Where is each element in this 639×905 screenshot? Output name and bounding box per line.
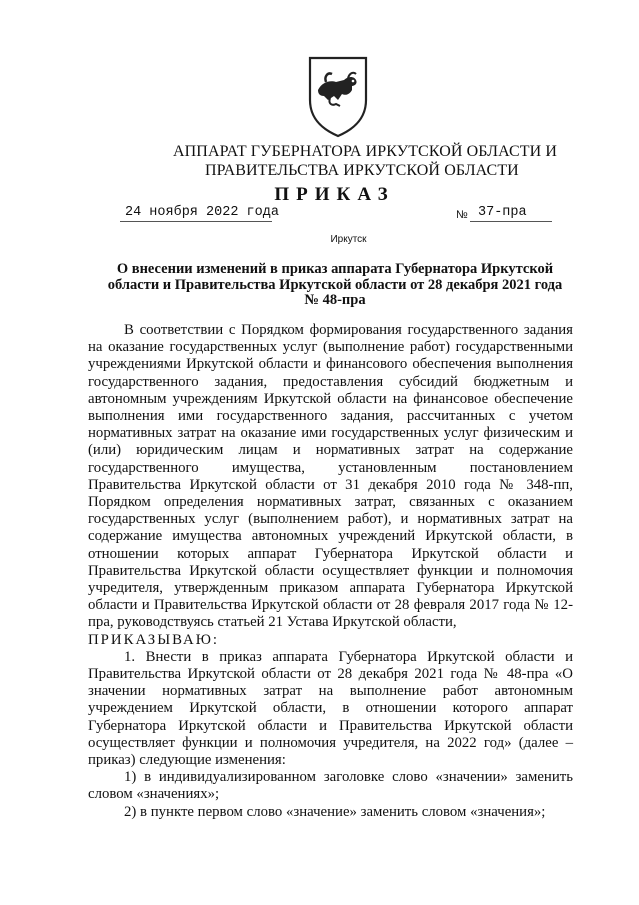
order-number: 37-пра	[478, 205, 527, 220]
order-subject	[95, 262, 575, 309]
document-title: ПРИКАЗ	[274, 184, 395, 205]
item-1: 1. Внести в приказ аппарата Губернатора Иркутской области и Правительства Иркутской области от 28 декабря 2021 года № 48-пра «О значении нормативных затрат на выполнение работ автономным учреждением Иркутской области, в отношении которого аппарат Губернатора Иркутской области и Правительства Иркутской области осуществляет функции и полномочия учредителя, на 2022 год» (далее – приказ) следующие изменения:	[88, 648, 573, 769]
order-word: ПРИКАЗЫВАЮ:	[88, 631, 220, 648]
subject-line-1: О внесении изменений в приказ аппарата Губернатора Иркутской	[116, 261, 554, 277]
number-sign: №	[456, 209, 468, 221]
item-1-2: 2) в пункте первом слово «значение» заменить словом «значения»;	[124, 803, 546, 820]
intro-paragraph: В соответствии с Порядком формирования государственного задания на оказание государственных услуг (выполнение работ) государственными учреждениями Иркутской области и финансового обеспечения выполнения государственного задания, предоставления субсидий бюджетным и автономным учреждениям Иркутской области на финансовое обеспечение выполнения ими государственного задания, рассчитанных с учетом нормативных затрат на оказание ими государственных услуг физическим и (или) юридическим лицам и нормативных затрат на содержание государственного имущества, установленным постановлением Правительства Иркутской области от 31 декабря 2010 года № 348-пп, Порядком определения нормативных затрат, связанных с оказанием государственных услуг (выполнением работ), и нормативных затрат на содержание имущества автономных учреждений Иркутской области, в отношении которых аппарат Губернатора Иркутской области и Правительства Иркутской области осуществляет функции и полномочия учредителя, утвержденным приказом аппарата Губернатора Иркутской области и Правительства Иркутской области от 28 февраля 2017 года № 12-пра, руководствуясь статьей 21 Устава Иркутской области,	[88, 322, 573, 631]
date-number-row	[0, 205, 639, 227]
subject-line-3: № 48-пра	[304, 292, 366, 308]
order-body	[88, 322, 573, 821]
org-line-1: АППАРАТ ГУБЕРНАТОРА ИРКУТСКОЙ ОБЛАСТИ И	[173, 143, 558, 160]
date-underline	[120, 221, 272, 222]
order-date: 24 ноября 2022 года	[125, 205, 279, 220]
coat-of-arms-icon	[304, 54, 372, 138]
number-underline	[470, 221, 552, 222]
item-1-1: 1) в индивидуализированном заголовке слово «значении» заменить словом «значениях»;	[88, 769, 573, 803]
city-name: Иркутск	[330, 234, 367, 245]
org-line-2: ПРАВИТЕЛЬСТВА ИРКУТСКОЙ ОБЛАСТИ	[205, 162, 519, 179]
subject-line-2: области и Правительства Иркутской области от 28 декабря 2021 года	[107, 276, 563, 293]
